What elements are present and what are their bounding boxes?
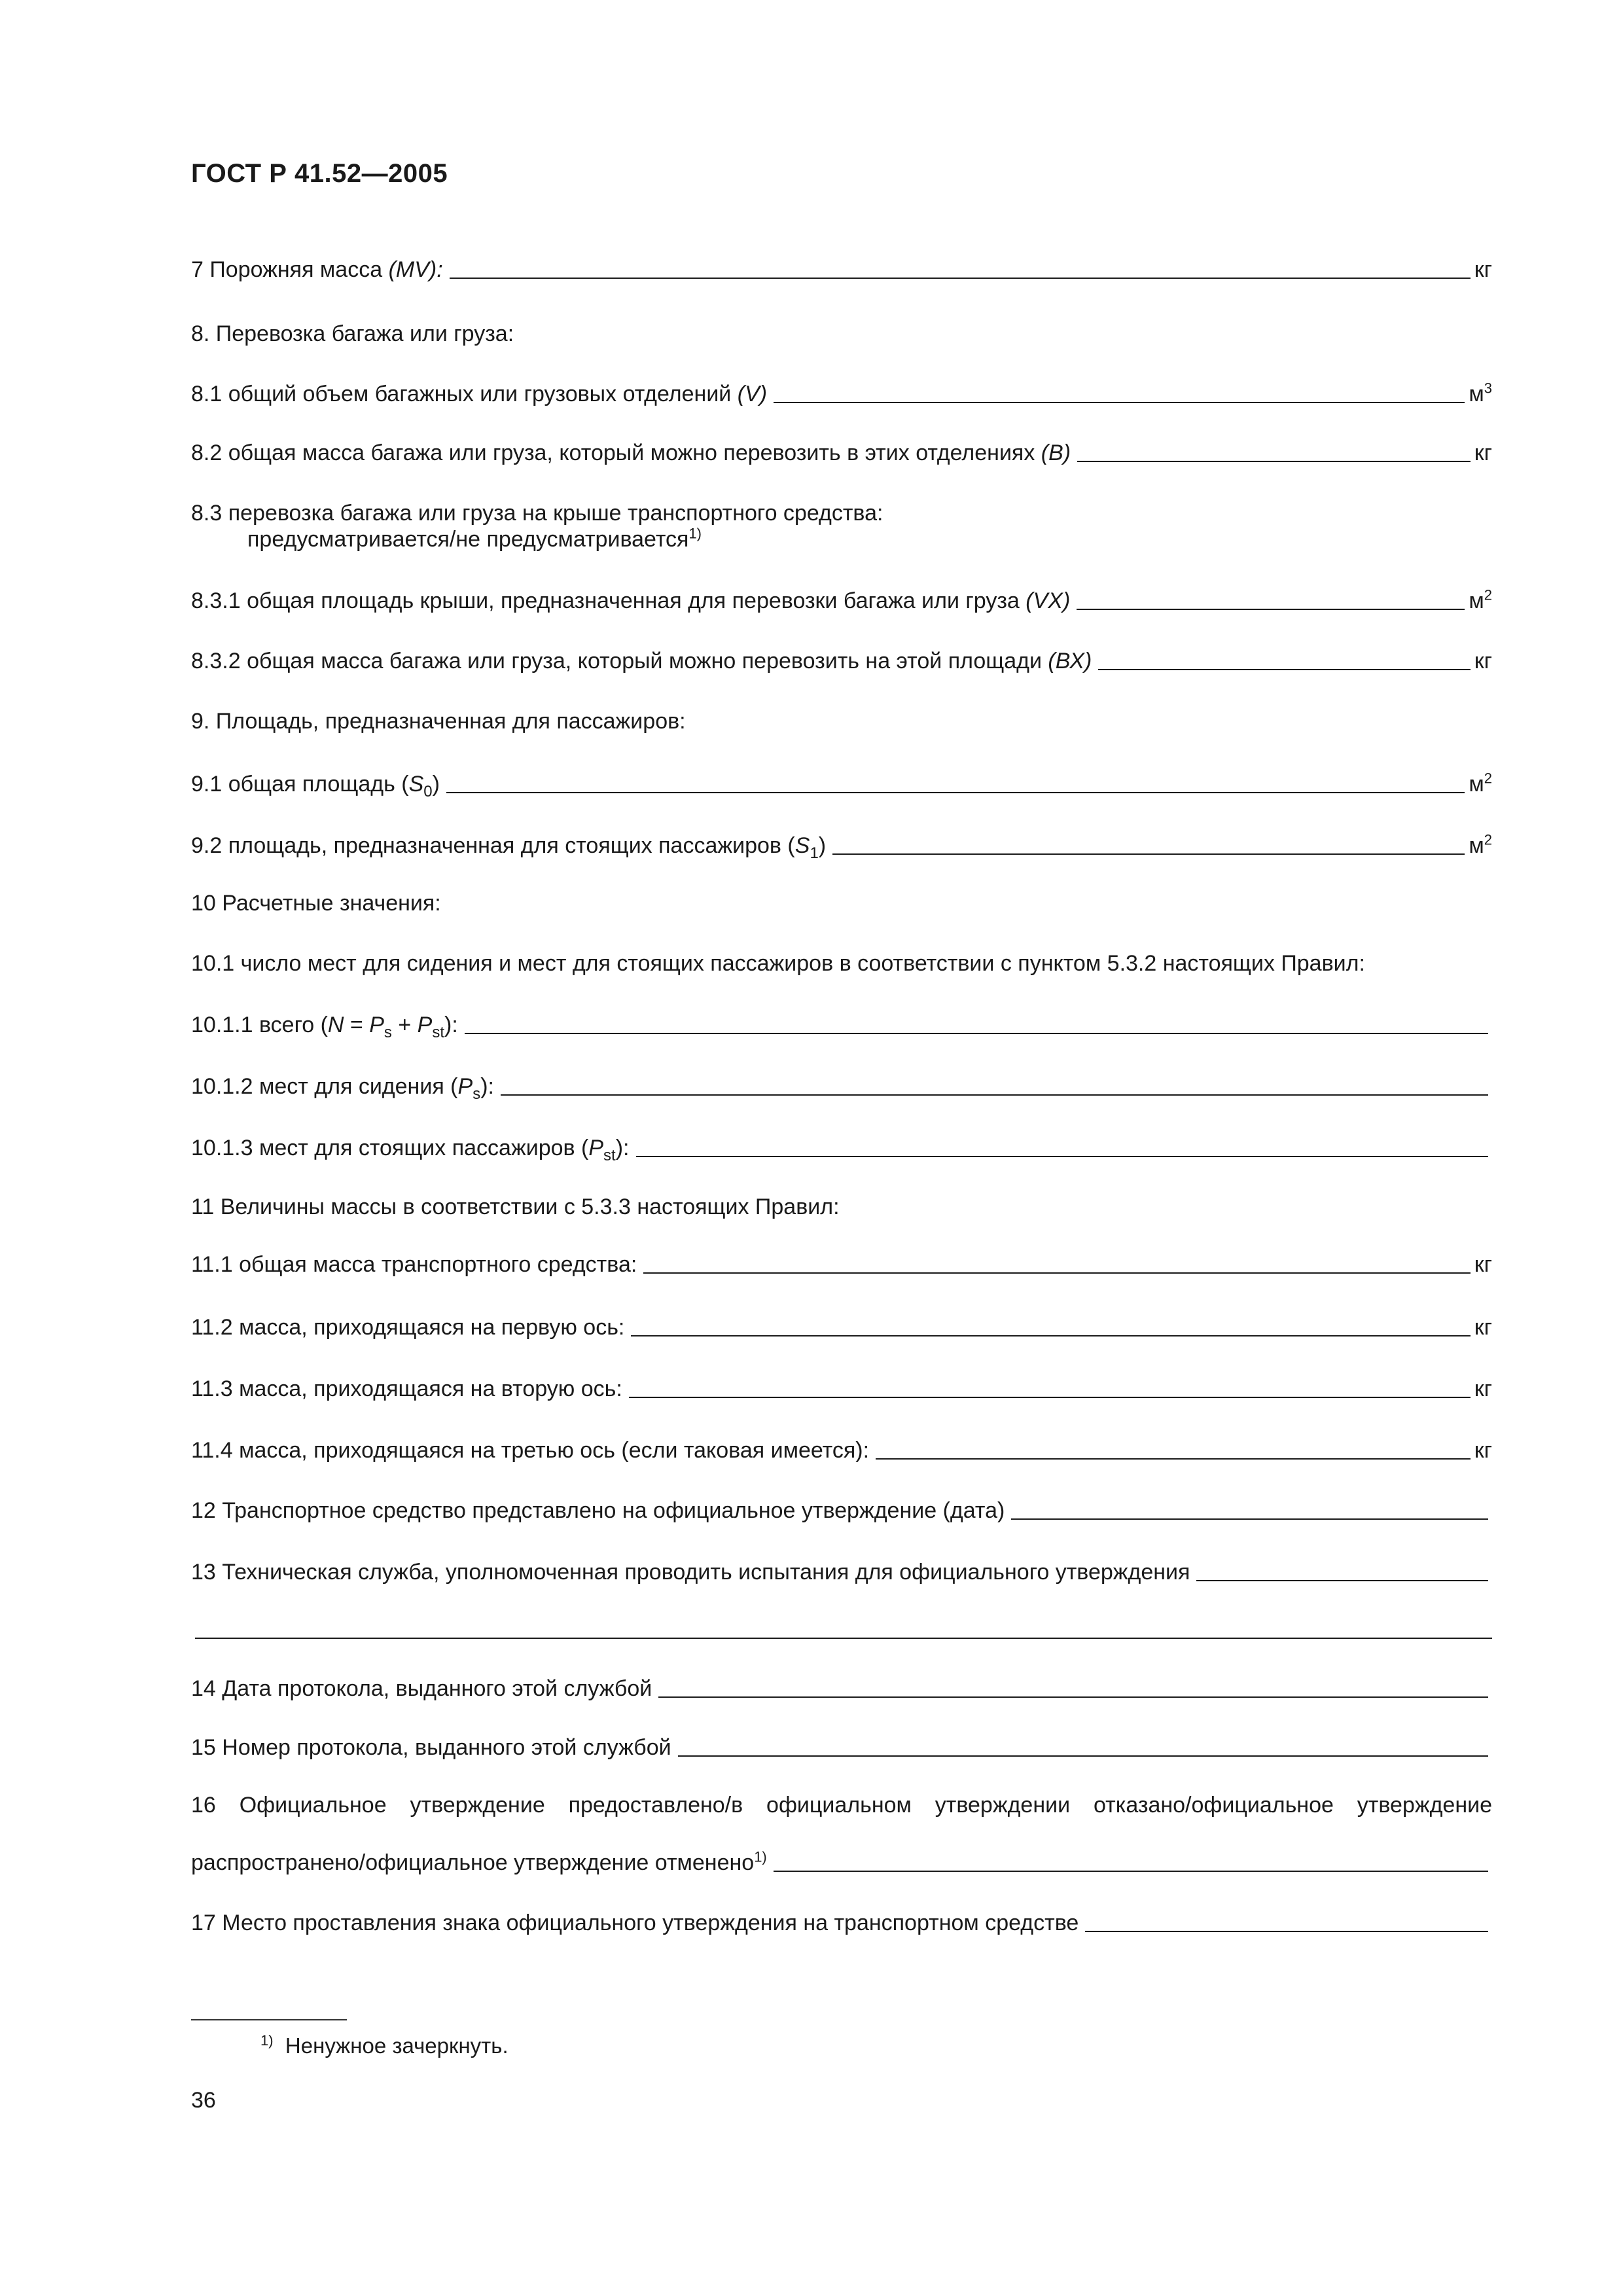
footnote (260, 2033, 508, 2059)
item-10-1-text: 10.1 число мест для сидения и мест для стоящих пассажиров в соответствии с пунктом 5.3.2 настоящих Правил: (191, 951, 1365, 976)
item-10-1-1-plus: + (391, 1013, 418, 1037)
item-8-3-line2 (247, 526, 702, 552)
item-10-1-2-seats (191, 1073, 1492, 1103)
item-10-1-2-p: P (457, 1074, 473, 1099)
item-15-report-number (191, 1734, 1492, 1761)
item-11-4-unit: кг (1474, 1438, 1492, 1463)
item-8-3-1-unit-sup: 2 (1484, 586, 1492, 603)
item-17-mark-location (191, 1910, 1492, 1936)
item-11-3-field[interactable] (629, 1396, 1471, 1398)
item-9-1-unit: м (1469, 772, 1484, 797)
item-10-1-2-sub: s (473, 1085, 481, 1103)
item-9-2-close: ) (818, 833, 827, 858)
item-9-1-sub: 0 (423, 782, 433, 800)
item-7-unit: кг (1474, 257, 1492, 282)
item-8-3-1-unit: м (1469, 588, 1484, 613)
item-9-1-total-area (191, 770, 1492, 800)
item-8-3-1-label: 8.3.1 общая площадь крыши, предназначенная для перевозки багажа или груза (191, 588, 1026, 613)
item-10-1-1-s-sub: s (383, 1023, 392, 1041)
item-8-3-2-roof-mass (191, 648, 1492, 674)
item-10-1-1-p: P (369, 1013, 384, 1037)
item-9-1-field[interactable] (446, 791, 1465, 793)
item-8-heading: 8. Перевозка багажа или груза: (191, 321, 514, 346)
item-7-var: (MV): (388, 257, 443, 282)
item-10-1-2-close: ): (480, 1074, 494, 1099)
item-12-submission-date (191, 1498, 1492, 1524)
item-11-2-field[interactable] (631, 1335, 1470, 1336)
item-13-field[interactable] (1196, 1579, 1488, 1581)
item-10-1-3-standing (191, 1135, 1492, 1164)
item-11-4-third-axle (191, 1437, 1492, 1463)
item-11-3-second-axle (191, 1376, 1492, 1402)
item-7-empty-mass (191, 257, 1492, 283)
item-9-2-label: 9.2 площадь, предназначенная для стоящих пассажиров ( (191, 833, 795, 858)
item-15-label: 15 Номер протокола, выданного этой службой (191, 1735, 671, 1760)
item-13-extra-field[interactable] (195, 1638, 1492, 1639)
item-8-3-footnote-ref: 1) (688, 525, 702, 542)
item-9-2-sub: 1 (810, 844, 819, 862)
item-12-label: 12 Транспортное средство представлено на официальное утверждение (дата) (191, 1498, 1005, 1523)
footnote-mark: 1) (260, 2032, 274, 2049)
item-11-3-unit: кг (1474, 1376, 1492, 1401)
item-8-1-unit-sup: 3 (1484, 380, 1492, 397)
item-10-1-2-label: 10.1.2 мест для сидения ( (191, 1074, 458, 1099)
item-13-technical-service (191, 1559, 1492, 1585)
item-14-field[interactable] (658, 1696, 1488, 1698)
item-8-1-label: 8.1 общий объем багажных или грузовых отделений (191, 382, 738, 406)
item-11-1-unit: кг (1474, 1252, 1492, 1277)
item-9-2-unit: м (1469, 833, 1484, 858)
item-8-2-field[interactable] (1077, 460, 1471, 462)
item-10-1-1-field[interactable] (465, 1032, 1488, 1034)
item-10-1-3-label: 10.1.3 мест для стоящих пассажиров ( (191, 1136, 589, 1160)
item-10-1-1-total (191, 1012, 1492, 1041)
item-10-1-1-close: ): (444, 1013, 458, 1037)
item-11-2-label: 11.2 масса, приходящаяся на первую ось: (191, 1315, 625, 1340)
item-8-3-1-roof-area (191, 588, 1492, 614)
item-9-1-label: 9.1 общая площадь ( (191, 772, 409, 797)
item-7-label: 7 Порожняя масса (191, 257, 389, 282)
item-9-2-var: S (794, 833, 810, 858)
item-10-1-2-field[interactable] (501, 1094, 1488, 1096)
item-10-1-3-field[interactable] (636, 1155, 1489, 1157)
item-10-1-3-sub: st (603, 1146, 616, 1164)
item-16-line1: 16 Официальное утверждение предоставлено/в официальном утверждении отказано/официальное утверждение (191, 1793, 1492, 1818)
item-11-2-first-axle (191, 1314, 1492, 1340)
item-8-2-label: 8.2 общая масса багажа или груза, который можно перевозить в этих отделениях (191, 440, 1041, 465)
item-8-2-unit: кг (1474, 440, 1492, 465)
item-7-field[interactable] (450, 277, 1471, 279)
item-9-2-standing-area (191, 831, 1492, 862)
document-header: ГОСТ Р 41.52—2005 (191, 159, 448, 188)
item-11-2-unit: кг (1474, 1315, 1492, 1340)
item-11-4-label: 11.4 масса, приходящаяся на третью ось (если таковая имеется): (191, 1438, 870, 1463)
item-9-1-unit-sup: 2 (1484, 770, 1492, 787)
item-17-field[interactable] (1085, 1930, 1488, 1932)
item-9-heading: 9. Площадь, предназначенная для пассажиров: (191, 709, 686, 734)
item-11-1-total-mass (191, 1251, 1492, 1278)
item-11-1-field[interactable] (643, 1272, 1470, 1274)
item-10-1-1-label: 10.1.1 всего ( (191, 1013, 328, 1037)
footnote-text: Ненужное зачеркнуть. (285, 2034, 508, 2058)
item-12-field[interactable] (1011, 1518, 1488, 1520)
item-14-label: 14 Дата протокола, выданного этой службой (191, 1676, 652, 1701)
item-16-approval-status (191, 1850, 1492, 1876)
item-10-1-1-eq: = (344, 1013, 370, 1037)
item-8-1-field[interactable] (774, 401, 1465, 403)
item-17-label: 17 Место проставления знака официального утверждения на транспортном средстве (191, 1910, 1079, 1935)
item-9-2-unit-sup: 2 (1484, 831, 1492, 848)
item-10-heading: 10 Расчетные значения: (191, 891, 441, 916)
item-10-1-3-close: ): (615, 1136, 630, 1160)
item-10-1-1-p2: P (417, 1013, 433, 1037)
item-8-3-2-label: 8.3.2 общая масса багажа или груза, который можно перевозить на этой площади (191, 649, 1048, 673)
item-10-1-3-p: P (588, 1136, 604, 1160)
item-8-2-cargo-mass (191, 440, 1492, 466)
item-8-1-var: (V) (737, 382, 768, 406)
item-8-3-2-field[interactable] (1098, 668, 1470, 670)
item-16-field[interactable] (774, 1870, 1488, 1872)
item-8-3-options: предусматривается/не предусматривается (247, 527, 689, 552)
item-13-label: 13 Техническая служба, уполномоченная проводить испытания для официального утверждения (191, 1560, 1190, 1585)
item-8-3-1-var: (VX) (1026, 588, 1071, 613)
item-9-1-var: S (408, 772, 424, 797)
item-8-3-2-unit: кг (1474, 649, 1492, 673)
item-15-field[interactable] (678, 1755, 1488, 1757)
item-8-2-var: (В) (1041, 440, 1071, 465)
item-14-report-date (191, 1676, 1492, 1702)
item-11-3-label: 11.3 масса, приходящаяся на вторую ось: (191, 1376, 622, 1401)
item-16-footnote-ref: 1) (754, 1848, 767, 1865)
item-8-1-unit: м (1469, 382, 1484, 406)
item-11-1-label: 11.1 общая масса транспортного средства: (191, 1252, 637, 1277)
item-9-1-close: ) (432, 772, 440, 797)
item-8-3-line1: 8.3 перевозка багажа или груза на крыше транспортного средства: (191, 501, 883, 526)
item-10-1-1-st-sub: st (432, 1023, 445, 1041)
item-16-line2: распространено/официальное утверждение отменено (191, 1850, 755, 1875)
item-9-2-field[interactable] (832, 853, 1465, 855)
item-8-1-volume (191, 381, 1492, 407)
item-10-1-1-n: N (327, 1013, 344, 1037)
item-11-heading: 11 Величины массы в соответствии с 5.3.3 настоящих Правил: (191, 1194, 840, 1219)
item-11-4-field[interactable] (876, 1458, 1471, 1460)
item-8-3-2-var: (ВХ) (1048, 649, 1092, 673)
page-number: 36 (191, 2088, 216, 2113)
item-8-3-1-field[interactable] (1077, 608, 1465, 610)
footnote-divider (191, 2019, 347, 2020)
